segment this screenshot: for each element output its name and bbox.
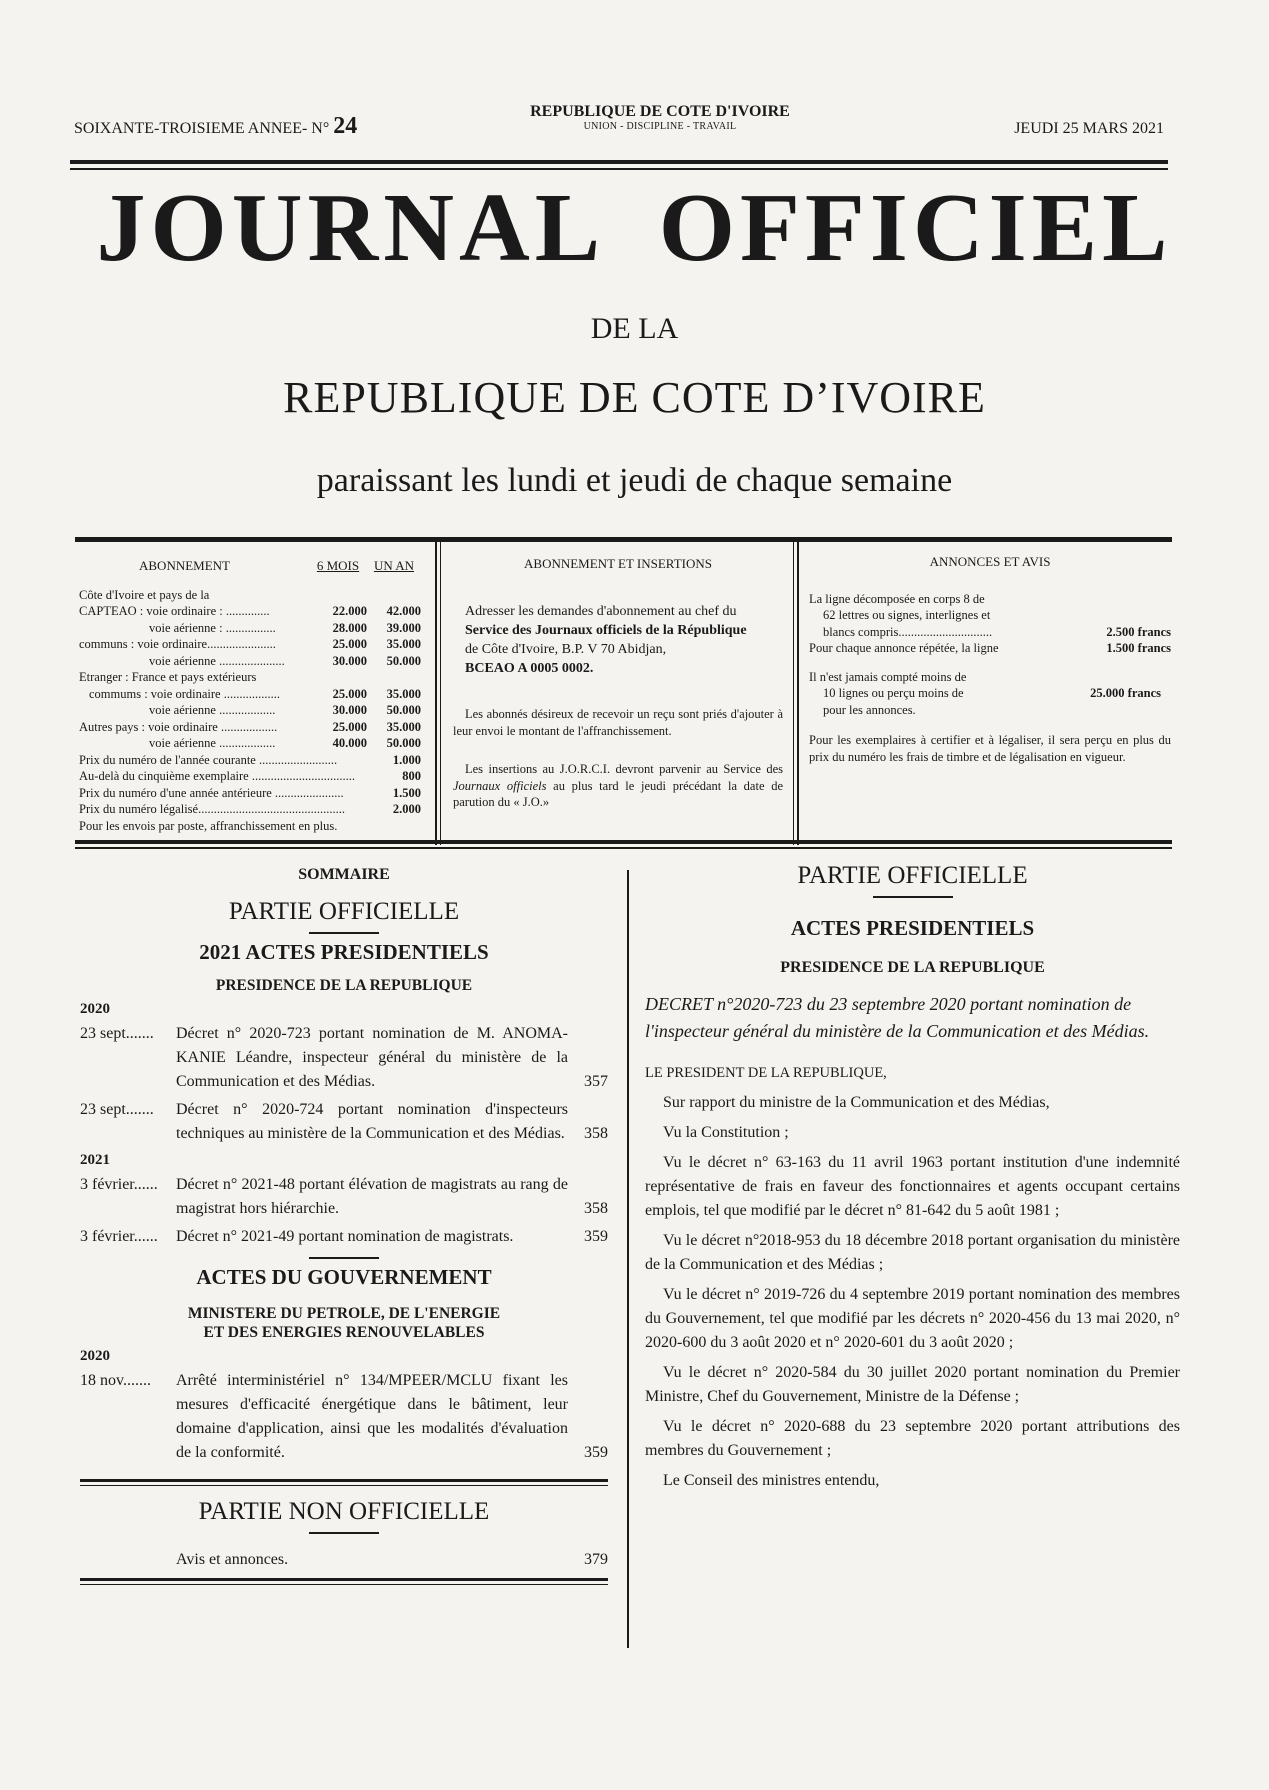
entry-date: 23 sept.......	[80, 1025, 154, 1042]
insertions-heading: ABONNEMENT ET INSERTIONS	[524, 556, 712, 571]
header-abonnement: ABONNEMENT	[139, 558, 230, 573]
decree-paragraph: Vu le décret n° 2019-726 du 4 septembre 2019 portant nomination des membres du Gouvernement, tel que modifié par les décrets n° 2020-456 du 13 mai 2020, n° 2020-600 du 3 août 2020 et n° 2020-601 du 3 août 2020 ;	[645, 1286, 1180, 1351]
decree-title: DECRET n°2020-723 du 23 septembre 2020 portant nomination de l'inspecteur général du ministère de la Communication et des Médias.	[645, 994, 1150, 1041]
sommaire-year-2020: 2020	[80, 1001, 110, 1017]
rate-label: Autres pays : voie ordinaire ..................	[79, 719, 278, 734]
box-divider-2b	[797, 540, 799, 845]
address-line-1: Adresser les demandes d'abonnement au chef du	[465, 604, 737, 619]
price-value: 1.500	[392, 785, 421, 800]
price-row	[79, 801, 425, 818]
rate-6-mois: 30.000	[332, 703, 367, 717]
ann-line-1: La ligne décomposée en corps 8 de	[809, 591, 985, 606]
rate-label: voie aérienne : ................	[149, 620, 276, 635]
entry-text: Décret n° 2021-48 portant élévation de magistrats au rang de magistrat hors hiérarchie.	[176, 1176, 568, 1217]
box-divider-1b	[440, 540, 441, 845]
rate-row	[79, 719, 425, 736]
ann-price-3: 25.000 francs	[1090, 686, 1161, 700]
masthead-de-la: DE LA	[590, 312, 679, 345]
rate-6-mois: 25.000	[332, 719, 367, 734]
rate-un-an: 35.000	[386, 719, 421, 734]
rule-thin-bottom	[80, 1584, 608, 1585]
entry-page: 359	[584, 1444, 608, 1461]
rate-6-mois: 25.000	[332, 637, 367, 651]
rate-row	[79, 653, 425, 670]
avis-text: Avis et annonces.	[176, 1551, 289, 1568]
ministere-line-2: ET DES ENERGIES RENOUVELABLES	[203, 1324, 485, 1341]
price-label: Prix du numéro d'une année antérieure ......................	[79, 785, 344, 800]
rate-un-an: 50.000	[386, 736, 421, 750]
deadline-text-italic: Journaux officiels	[453, 778, 547, 793]
sommaire-entry	[80, 1173, 608, 1221]
subscription-box	[75, 540, 1172, 847]
entry-page: 358	[584, 1125, 608, 1142]
price-value: 800	[402, 769, 421, 783]
ann-line-5: Il n'est jamais compté moins de	[809, 669, 967, 684]
ann-line-6: 10 lignes ou perçu moins de	[823, 686, 964, 700]
rate-label: voie aérienne .....................	[149, 653, 285, 668]
box-bottom-rule-thin	[75, 847, 1172, 849]
ministere-line-1: MINISTERE DU PETROLE, DE L'ENERGIE	[187, 1305, 501, 1322]
ann-certification-note: Pour les exemplaires à certifier et à légaliser, il sera perçu en plus du prix du numéro les frais de timbre et de légalisation en vigueur.	[809, 733, 1171, 764]
rate-row	[79, 636, 425, 653]
masthead-republic: REPUBLIQUE DE COTE D’IVOIRE	[283, 373, 986, 422]
entry-text: Décret n° 2020-724 portant nomination d'inspecteurs techniques au ministère de la Communication et des Médias.	[176, 1101, 568, 1142]
edition-number-value: 24	[333, 113, 358, 139]
rates-footer: Pour les envois par poste, affranchissement en plus.	[79, 818, 338, 833]
rate-label: voie aérienne ..................	[149, 703, 276, 717]
header-rule-thick	[70, 160, 1168, 164]
publication-frequency: paraissant les lundi et jeudi de chaque semaine	[316, 462, 953, 499]
decree-paragraph: Vu le décret n° 63-163 du 11 avril 1963 portant institution d'une indemnité représentative de frais en faveur des fonctionnaires et agents occupant certains emplois, tel que modifié par le décret n° 81-642 du 5 août 1981 ;	[645, 1154, 1180, 1219]
header-rule-thin	[70, 168, 1168, 170]
rate-row	[79, 735, 425, 752]
ann-price-2: 1.500 francs	[1106, 641, 1171, 655]
price-label: Au-delà du cinquième exemplaire .................................	[79, 769, 355, 783]
sommaire-entry	[80, 1098, 608, 1146]
rule	[309, 1532, 379, 1534]
rates-group-etranger: Etranger : France et pays extérieurs	[79, 670, 257, 684]
rate-un-an: 50.000	[386, 703, 421, 717]
receipt-note: Les abonnés désireux de recevoir un reçu sont priés d'ajouter à leur envoi le montant de l'affranchissement.	[453, 707, 783, 738]
president-line: LE PRESIDENT DE LA REPUBLIQUE,	[645, 1065, 887, 1081]
entry-date: 18 nov.......	[80, 1372, 151, 1389]
rule-thick-bottom	[80, 1578, 608, 1581]
edition-number	[74, 113, 357, 140]
sommaire-avis	[80, 1548, 608, 1572]
price-row	[79, 752, 425, 769]
rule	[873, 896, 953, 898]
rate-un-an: 42.000	[386, 604, 421, 618]
sommaire-partie-officielle: PARTIE OFFICIELLE	[228, 898, 460, 925]
decree-paragraph: Vu la Constitution ;	[663, 1124, 789, 1141]
sommaire-entry	[80, 1369, 608, 1465]
sommaire-entry	[80, 1022, 608, 1094]
address-line-4: BCEAO A 0005 0002.	[465, 661, 594, 676]
decree-paragraph: Sur rapport du ministre de la Communication et des Médias,	[663, 1094, 1050, 1111]
entry-text: Décret n° 2020-723 portant nomination de M. ANOMA-KANIE Léandre, inspecteur général du ministère de la Communication et des Médias.	[176, 1025, 568, 1090]
announcements-heading: ANNONCES ET AVIS	[929, 554, 1051, 569]
rates-header	[79, 558, 425, 575]
decree-body	[645, 862, 1180, 1499]
issue-date: JEUDI 25 MARS 2021	[1014, 120, 1164, 137]
rate-un-an: 39.000	[386, 620, 421, 635]
rule	[309, 1257, 379, 1259]
republic-name: REPUBLIQUE DE COTE D'IVOIRE	[530, 103, 790, 120]
avis-page: 379	[584, 1551, 608, 1568]
entry-text: Décret n° 2021-49 portant nomination de magistrats.	[176, 1228, 514, 1245]
rate-row	[79, 702, 425, 719]
sommaire-partie-non-officielle: PARTIE NON OFFICIELLE	[198, 1498, 490, 1525]
rule	[309, 932, 379, 934]
decree-paragraph: Vu le décret n° 2020-584 du 30 juillet 2020 portant nomination du Premier Ministre, Chef du Gouvernement, Ministre de la Défense ;	[645, 1364, 1180, 1405]
entry-date: 23 sept.......	[80, 1101, 154, 1118]
ann-price-row-3	[809, 685, 1171, 702]
ann-price-row-1	[809, 624, 1171, 641]
subscription-insertions-column	[453, 540, 783, 847]
price-row	[79, 785, 425, 802]
entry-date: 3 février......	[80, 1228, 158, 1245]
entry-text: Arrêté interministériel n° 134/MPEER/MCLU fixant les mesures d'efficacité énergétique dans le bâtiment, leur domaine d'application, ainsi que les modalités d'évaluation de la conformité.	[176, 1372, 568, 1461]
announcements-column	[809, 540, 1171, 847]
entry-page: 358	[584, 1200, 608, 1217]
column-divider	[627, 870, 629, 1648]
subscription-rates-column	[79, 540, 425, 847]
address-line-3: de Côte d'Ivoire, B.P. V 70 Abidjan,	[465, 642, 667, 657]
insertions-deadline	[453, 761, 783, 811]
deadline-text-a: Les insertions au J.O.R.C.I. devront parvenir au Service des	[465, 762, 783, 776]
rate-label: CAPTEAO : voie ordinaire : ..............	[79, 604, 270, 618]
decree-paragraph: Le Conseil des ministres entendu,	[663, 1472, 880, 1489]
box-divider-1	[435, 540, 437, 845]
sommaire-presidence: PRESIDENCE DE LA REPUBLIQUE	[215, 977, 473, 994]
rate-6-mois: 40.000	[332, 736, 367, 750]
rates-group-cote-ivoire: Côte d'Ivoire et pays de la	[79, 587, 210, 602]
edition-label: SOIXANTE-TROISIEME ANNEE- N°	[74, 120, 330, 137]
rule-thin	[80, 1485, 608, 1486]
ann-line-4: Pour chaque annonce répétée, la ligne	[809, 641, 999, 655]
ann-price-1: 2.500 francs	[1106, 624, 1171, 639]
rate-6-mois: 28.000	[332, 620, 367, 635]
price-value: 1.000	[392, 752, 421, 767]
price-label: Prix du numéro de l'année courante .........................	[79, 752, 338, 767]
ann-price-row-2	[809, 640, 1171, 657]
sommaire-year-2021: 2021	[80, 1152, 110, 1168]
rate-label: commums : voie ordinaire ..................	[89, 686, 280, 701]
body-actes-presidentiels: ACTES PRESIDENTIELS	[790, 916, 1035, 940]
price-row	[79, 768, 425, 785]
sommaire	[80, 862, 608, 1585]
box-divider-2	[793, 540, 794, 845]
price-value: 2.000	[392, 802, 421, 816]
rule-thick	[80, 1479, 608, 1482]
decree-paragraph: Vu le décret n° 2020-688 du 23 septembre 2020 portant attributions des membres du Gouvernement ;	[645, 1418, 1180, 1459]
box-bottom-rule	[75, 840, 1172, 844]
sommaire-title: SOMMAIRE	[298, 866, 390, 883]
rate-un-an: 35.000	[386, 686, 421, 701]
sommaire-year-2020-b: 2020	[80, 1348, 110, 1364]
rate-row	[79, 620, 425, 637]
rate-6-mois: 30.000	[332, 653, 367, 668]
address-line-2: Service des Journaux officiels de la République	[465, 623, 747, 638]
sommaire-actes-gouvernement: ACTES DU GOUVERNEMENT	[196, 1265, 492, 1289]
rate-label: communs : voie ordinaire......................	[79, 637, 276, 651]
rate-row	[79, 686, 425, 703]
rate-un-an: 35.000	[386, 637, 421, 651]
decree-paragraph: Vu le décret n°2018-953 du 18 décembre 2018 portant organisation du ministère de la Communication et des Médias ;	[645, 1232, 1180, 1273]
deadline-text-c: au plus tard le jeudi précédant la date de parution du « J.O.»	[453, 778, 783, 809]
header-6-mois: 6 MOIS	[316, 558, 360, 573]
rate-un-an: 50.000	[386, 653, 421, 668]
ann-line-2: 62 lettres ou signes, interlignes et	[823, 608, 991, 622]
entry-page: 359	[584, 1228, 608, 1245]
motto: UNION - DISCIPLINE - TRAVAIL	[583, 121, 737, 132]
insertions-address	[453, 602, 783, 678]
republic-header	[480, 103, 840, 132]
sommaire-entry	[80, 1225, 608, 1249]
rate-6-mois: 25.000	[332, 686, 367, 701]
entry-date: 3 février......	[80, 1176, 158, 1193]
body-partie-officielle: PARTIE OFFICIELLE	[797, 862, 1028, 889]
sommaire-actes-presidentiels: 2021 ACTES PRESIDENTIELS	[199, 940, 489, 964]
header-un-an: UN AN	[373, 558, 415, 573]
rate-label: voie aérienne ..................	[149, 736, 276, 750]
masthead-title: JOURNAL OFFICIEL	[96, 174, 1173, 282]
body-presidence: PRESIDENCE DE LA REPUBLIQUE	[780, 959, 1045, 976]
price-label: Prix du numéro légalisé...............................................	[79, 802, 345, 816]
sommaire-ministere	[80, 1304, 608, 1342]
rate-6-mois: 22.000	[332, 604, 367, 618]
rate-row	[79, 603, 425, 620]
entry-page: 357	[584, 1073, 608, 1090]
ann-line-3: blancs compris..............................	[823, 624, 993, 639]
ann-line-7: pour les annonces.	[823, 702, 916, 717]
